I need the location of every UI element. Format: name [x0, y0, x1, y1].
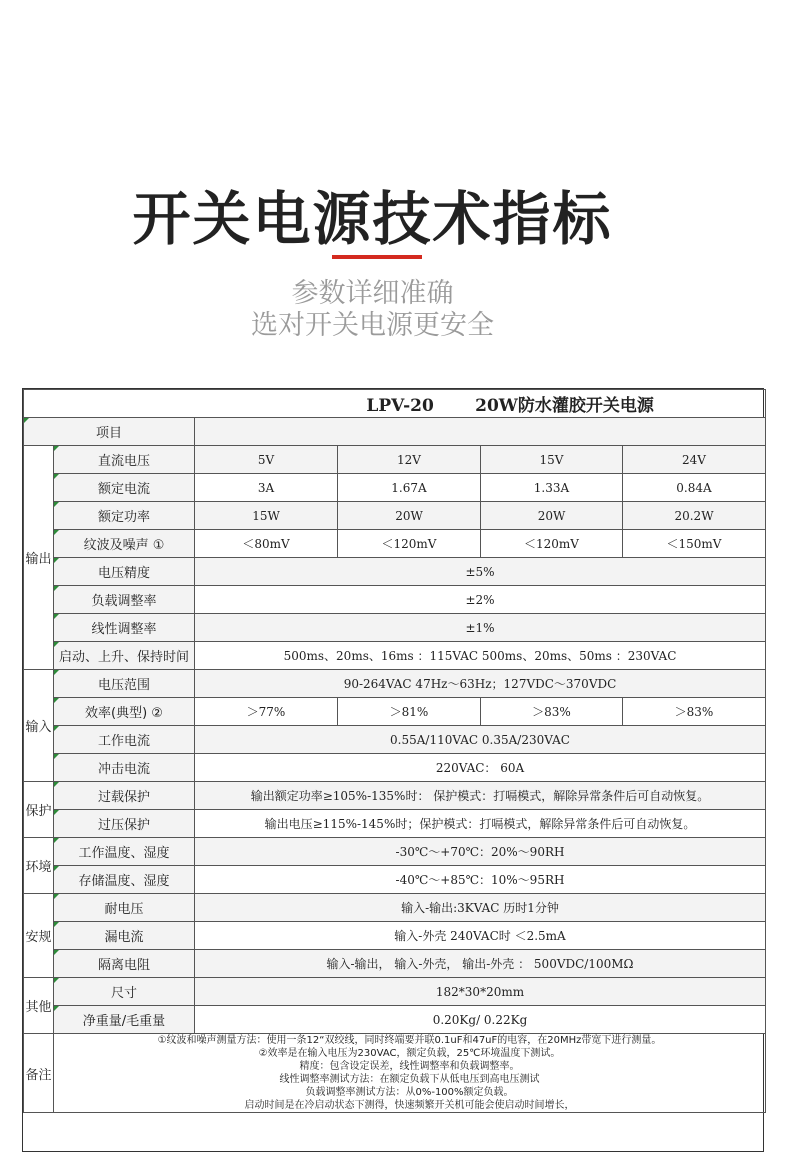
weight-value: 0.20Kg/ 0.22Kg	[195, 1006, 766, 1034]
remark-line: ②效率是在输入电压为230VAC，额定负载，25℃环境温度下测试。	[258, 1048, 561, 1059]
rated-current-value: 1.67A	[338, 474, 481, 502]
rated-power-value: 15W	[195, 502, 338, 530]
line-regulation-label: 线性调整率	[54, 614, 195, 642]
line-regulation-value: ±1%	[195, 614, 766, 642]
ripple-noise-value: ＜120mV	[481, 530, 623, 558]
remark-line: 启动时间是在冷启动状态下测得，快速频繁开关机可能会使启动时间增长，	[244, 1100, 575, 1111]
efficiency-label: 效率(典型) ②	[54, 698, 195, 726]
efficiency-value: ＞83%	[623, 698, 766, 726]
dc-voltage-value: 15V	[481, 446, 623, 474]
working-current-label: 工作电流	[54, 726, 195, 754]
storage-temp-label: 存储温度、湿度	[54, 866, 195, 894]
size-value: 182*30*20mm	[195, 978, 766, 1006]
load-regulation-value: ±2%	[195, 586, 766, 614]
ripple-noise-value: ＜120mV	[338, 530, 481, 558]
voltage-accuracy-label: 电压精度	[54, 558, 195, 586]
category-safety: 安规	[24, 894, 54, 978]
working-temp-value: -30℃～+70℃：20%～90RH	[195, 838, 766, 866]
voltage-range-label: 电压范围	[54, 670, 195, 698]
leakage-current-label: 漏电流	[54, 922, 195, 950]
category-output: 输出	[24, 446, 54, 670]
voltage-range-value: 90-264VAC 47Hz～63Hz；127VDC～370VDC	[195, 670, 766, 698]
spec-table	[23, 389, 766, 1113]
timing-value: 500ms、20ms、16ms ：115VAC 500ms、20ms、50ms ：230VAC	[195, 642, 766, 670]
ripple-noise-label: 纹波及噪声 ①	[54, 530, 195, 558]
rated-power-label: 额定功率	[54, 502, 195, 530]
load-regulation-label: 负载调整率	[54, 586, 195, 614]
rated-power-value: 20W	[338, 502, 481, 530]
dc-voltage-value: 5V	[195, 446, 338, 474]
isolation-resistance-value: 输入-输出， 输入-外壳， 输出-外壳 ： 500VDC/100MΩ	[195, 950, 766, 978]
working-current-value: 0.55A/110VAC 0.35A/230VAC	[195, 726, 766, 754]
rated-current-value: 1.33A	[481, 474, 623, 502]
ripple-noise-value: ＜80mV	[195, 530, 338, 558]
remarks-block	[54, 1034, 766, 1113]
category-remarks: 备注	[24, 1034, 54, 1113]
isolation-resistance-label: 隔离电阻	[54, 950, 195, 978]
overload-value: 输出额定功率≥105%-135%时： 保护模式：打嗝模式，解除异常条件后可自动恢复。	[195, 782, 766, 810]
voltage-accuracy-value: ±5%	[195, 558, 766, 586]
rated-current-value: 0.84A	[623, 474, 766, 502]
remark-line: ①纹波和噪声测量方法：使用一条12“双绞线，同时终端要并联0.1uF和47uF的电容，在20MHz带宽下进行测量。	[157, 1035, 662, 1046]
table-header	[24, 390, 766, 418]
efficiency-value: ＞83%	[481, 698, 623, 726]
withstand-voltage-value: 输入-输出:3KVAC 历时1分钟	[195, 894, 766, 922]
overvoltage-label: 过压保护	[54, 810, 195, 838]
category-protection: 保护	[24, 782, 54, 838]
remark-line: 负载调整率测试方法：从0%-100%额定负载。	[305, 1087, 514, 1098]
weight-label: 净重量/毛重量	[54, 1006, 195, 1034]
title-underline	[332, 255, 422, 259]
category-input: 输入	[24, 670, 54, 782]
item-label: 项目	[24, 418, 195, 446]
rated-power-value: 20W	[481, 502, 623, 530]
timing-label: 启动、上升、保持时间	[54, 642, 195, 670]
size-label: 尺寸	[54, 978, 195, 1006]
leakage-current-value: 输入-外壳 240VAC时 ＜2.5mA	[195, 922, 766, 950]
category-environment: 环境	[24, 838, 54, 894]
rated-power-value: 20.2W	[623, 502, 766, 530]
working-temp-label: 工作温度、湿度	[54, 838, 195, 866]
ripple-noise-value: ＜150mV	[623, 530, 766, 558]
rated-current-label: 额定电流	[54, 474, 195, 502]
overvoltage-value: 输出电压≥115%-145%时；保护模式：打嗝模式，解除异常条件后可自动恢复。	[195, 810, 766, 838]
dc-voltage-value: 24V	[623, 446, 766, 474]
model-number: LPV-20	[366, 396, 434, 416]
dc-voltage-label: 直流电压	[54, 446, 195, 474]
product-name: 20W防水灌胶开关电源	[475, 396, 654, 416]
efficiency-value: ＞81%	[338, 698, 481, 726]
withstand-voltage-label: 耐电压	[54, 894, 195, 922]
page-title: 开关电源技术指标	[132, 185, 613, 253]
rated-current-value: 3A	[195, 474, 338, 502]
efficiency-value: ＞77%	[195, 698, 338, 726]
spec-sheet	[22, 388, 764, 1152]
subtitle-line-2: 选对开关电源更安全	[251, 310, 494, 341]
category-other: 其他	[24, 978, 54, 1034]
inrush-current-value: 220VAC： 60A	[195, 754, 766, 782]
remark-line: 精度：包含设定误差，线性调整率和负载调整率。	[299, 1061, 520, 1072]
remark-line: 线性调整率测试方法：在额定负载下从低电压到高电压测试	[279, 1074, 540, 1085]
item-blank	[195, 418, 766, 446]
inrush-current-label: 冲击电流	[54, 754, 195, 782]
overload-label: 过载保护	[54, 782, 195, 810]
dc-voltage-value: 12V	[338, 446, 481, 474]
subtitle-line-1: 参数详细准确	[291, 278, 454, 309]
storage-temp-value: -40℃～+85℃：10%～95RH	[195, 866, 766, 894]
